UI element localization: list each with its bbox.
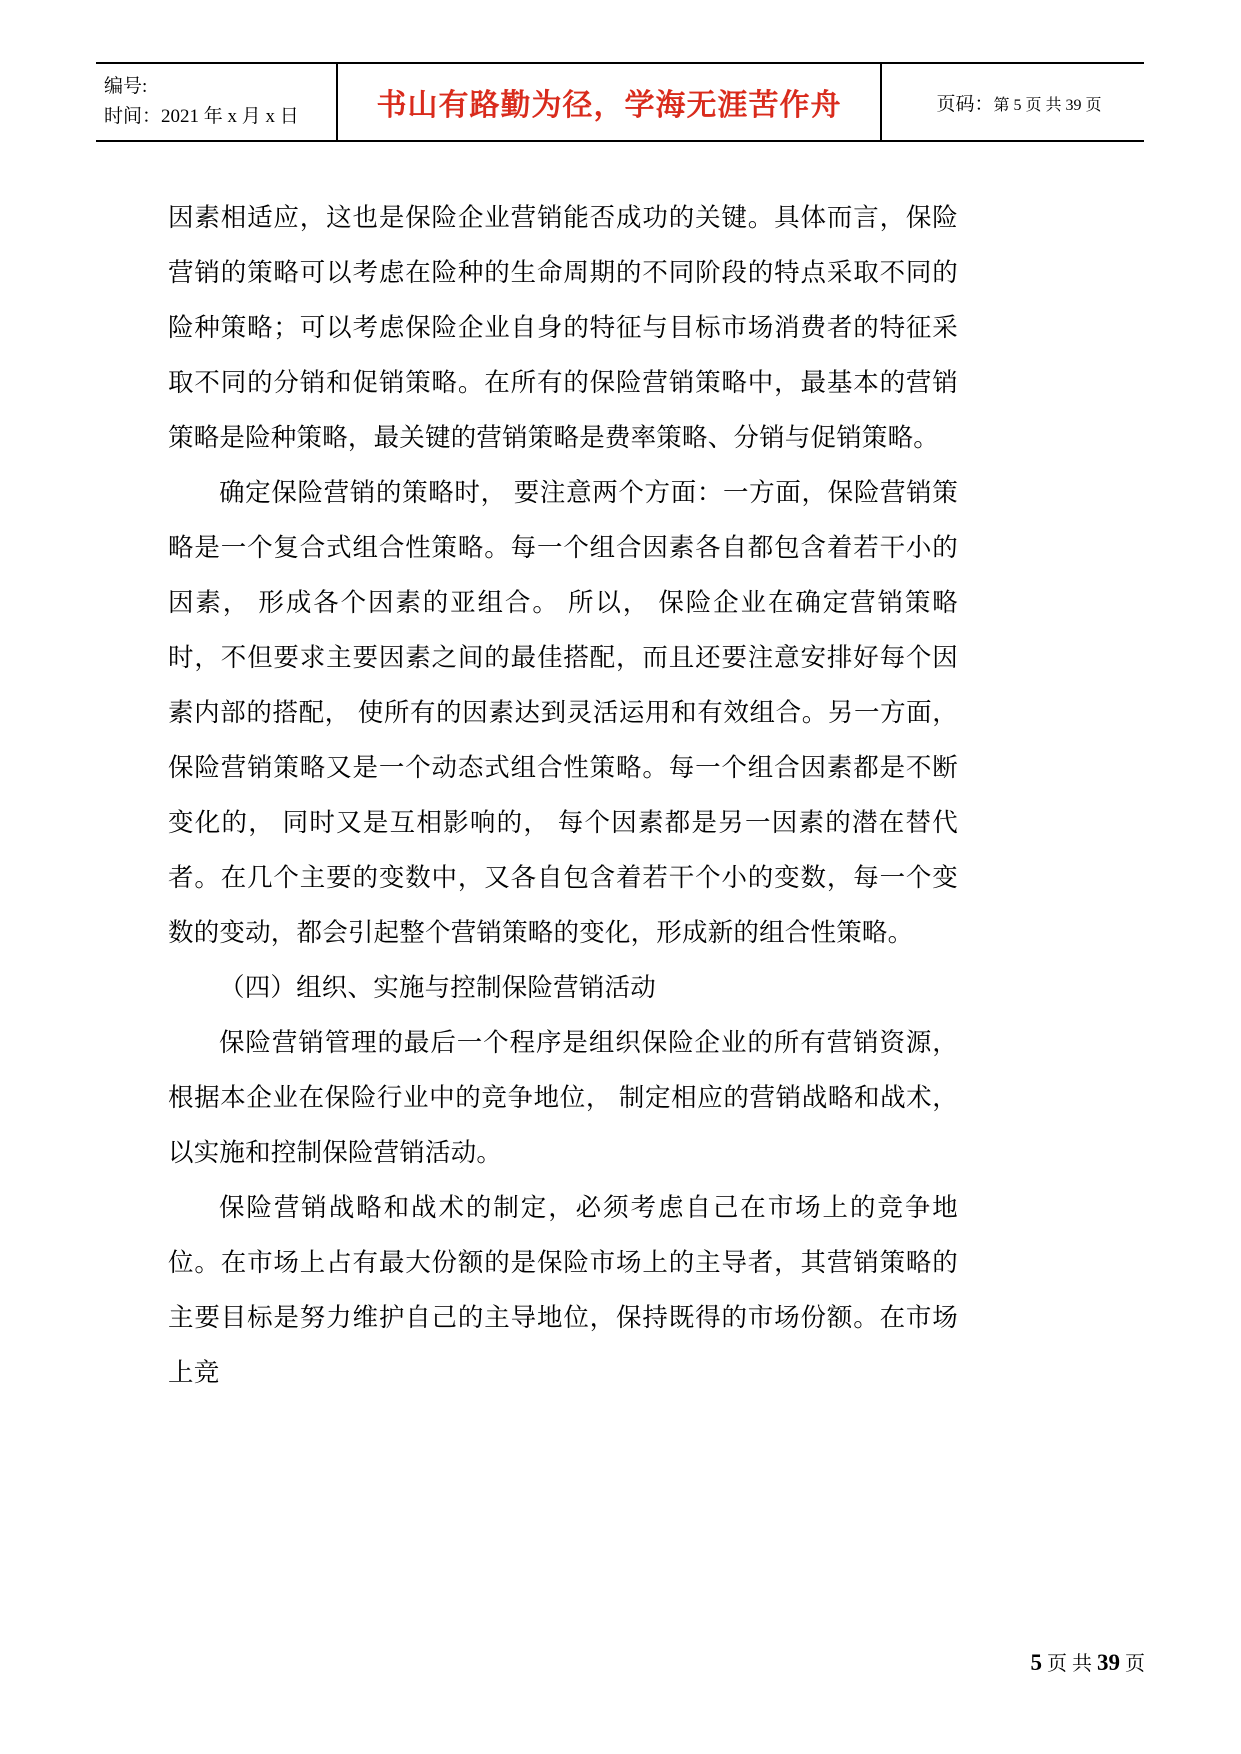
paragraph-2: 确定保险营销的策略时， 要注意两个方面：一方面，保险营销策略是一个复合式组合性策略。每一个组合因素各自都包含着若干小的因素， 形成各个因素的亚组合。 所以， 保险企业在确定营销策略时，不但要求主要因素之间的最佳搭配，而且还要注意安排好每个因素内部的搭配， 使所有的因素达到灵活运用和有效组合。另一方面，保险营销策略又是一个动态式组合性策略。每一个组合因素都是不断变化的， 同时又是互相影响的， 每个因素都是另一因素的潜在替代者。在几个主要的变数中，又各自包含着若干个小的变数，每一个变数的变动，都会引起整个营销策略的变化，形成新的组合性策略。 bbox=[168, 478, 958, 947]
section-heading-4: （四）组织、实施与控制保险营销活动 bbox=[219, 973, 656, 1002]
header-serial-label: 编号: bbox=[104, 76, 148, 97]
page-header bbox=[96, 62, 1144, 142]
header-page-value: 第 5 页 共 39 页 bbox=[993, 96, 1102, 114]
header-page-number bbox=[936, 89, 1101, 116]
paragraph-3: 保险营销管理的最后一个程序是组织保险企业的所有营销资源，根据本企业在保险行业中的竞争地位， 制定相应的营销战略和战术，以实施和控制保险营销活动。 bbox=[168, 1028, 958, 1167]
footer-page-mid: 页 共 bbox=[1047, 1653, 1092, 1675]
header-date-label: 时间：2021 年 x 月 x 日 bbox=[104, 106, 299, 127]
header-page-prefix: 页码： bbox=[936, 93, 994, 115]
paragraph-1: 因素相适应，这也是保险企业营销能否成功的关键。具体而言，保险营销的策略可以考虑在险种的生命周期的不同阶段的特点采取不同的险种策略；可以考虑保险企业自身的特征与目标市场消费者的特征采取不同的分销和促销策略。在所有的保险营销策略中，最基本的营销策略是险种策略，最关键的营销策略是费率策略、分销与促销策略。 bbox=[168, 203, 958, 452]
footer-page-current: 5 bbox=[1030, 1650, 1042, 1675]
header-left-cell bbox=[96, 64, 336, 140]
footer-page-suffix: 页 bbox=[1125, 1653, 1145, 1675]
page-footer bbox=[1031, 1647, 1146, 1676]
header-slogan: 书山有路勤为径，学海无涯苦作舟 bbox=[376, 89, 842, 122]
header-pagination-cell bbox=[882, 64, 1144, 140]
paragraph-4: 保险营销战略和战术的制定，必须考虑自己在市场上的竞争地位。在市场上占有最大份额的是保险市场上的主导者，其营销策略的主要目标是努力维护自己的主导地位，保持既得的市场份额。在市场上竞 bbox=[168, 1193, 958, 1387]
header-slogan-cell bbox=[336, 64, 882, 140]
footer-page-total: 39 bbox=[1097, 1650, 1120, 1675]
document-body bbox=[168, 190, 958, 1400]
